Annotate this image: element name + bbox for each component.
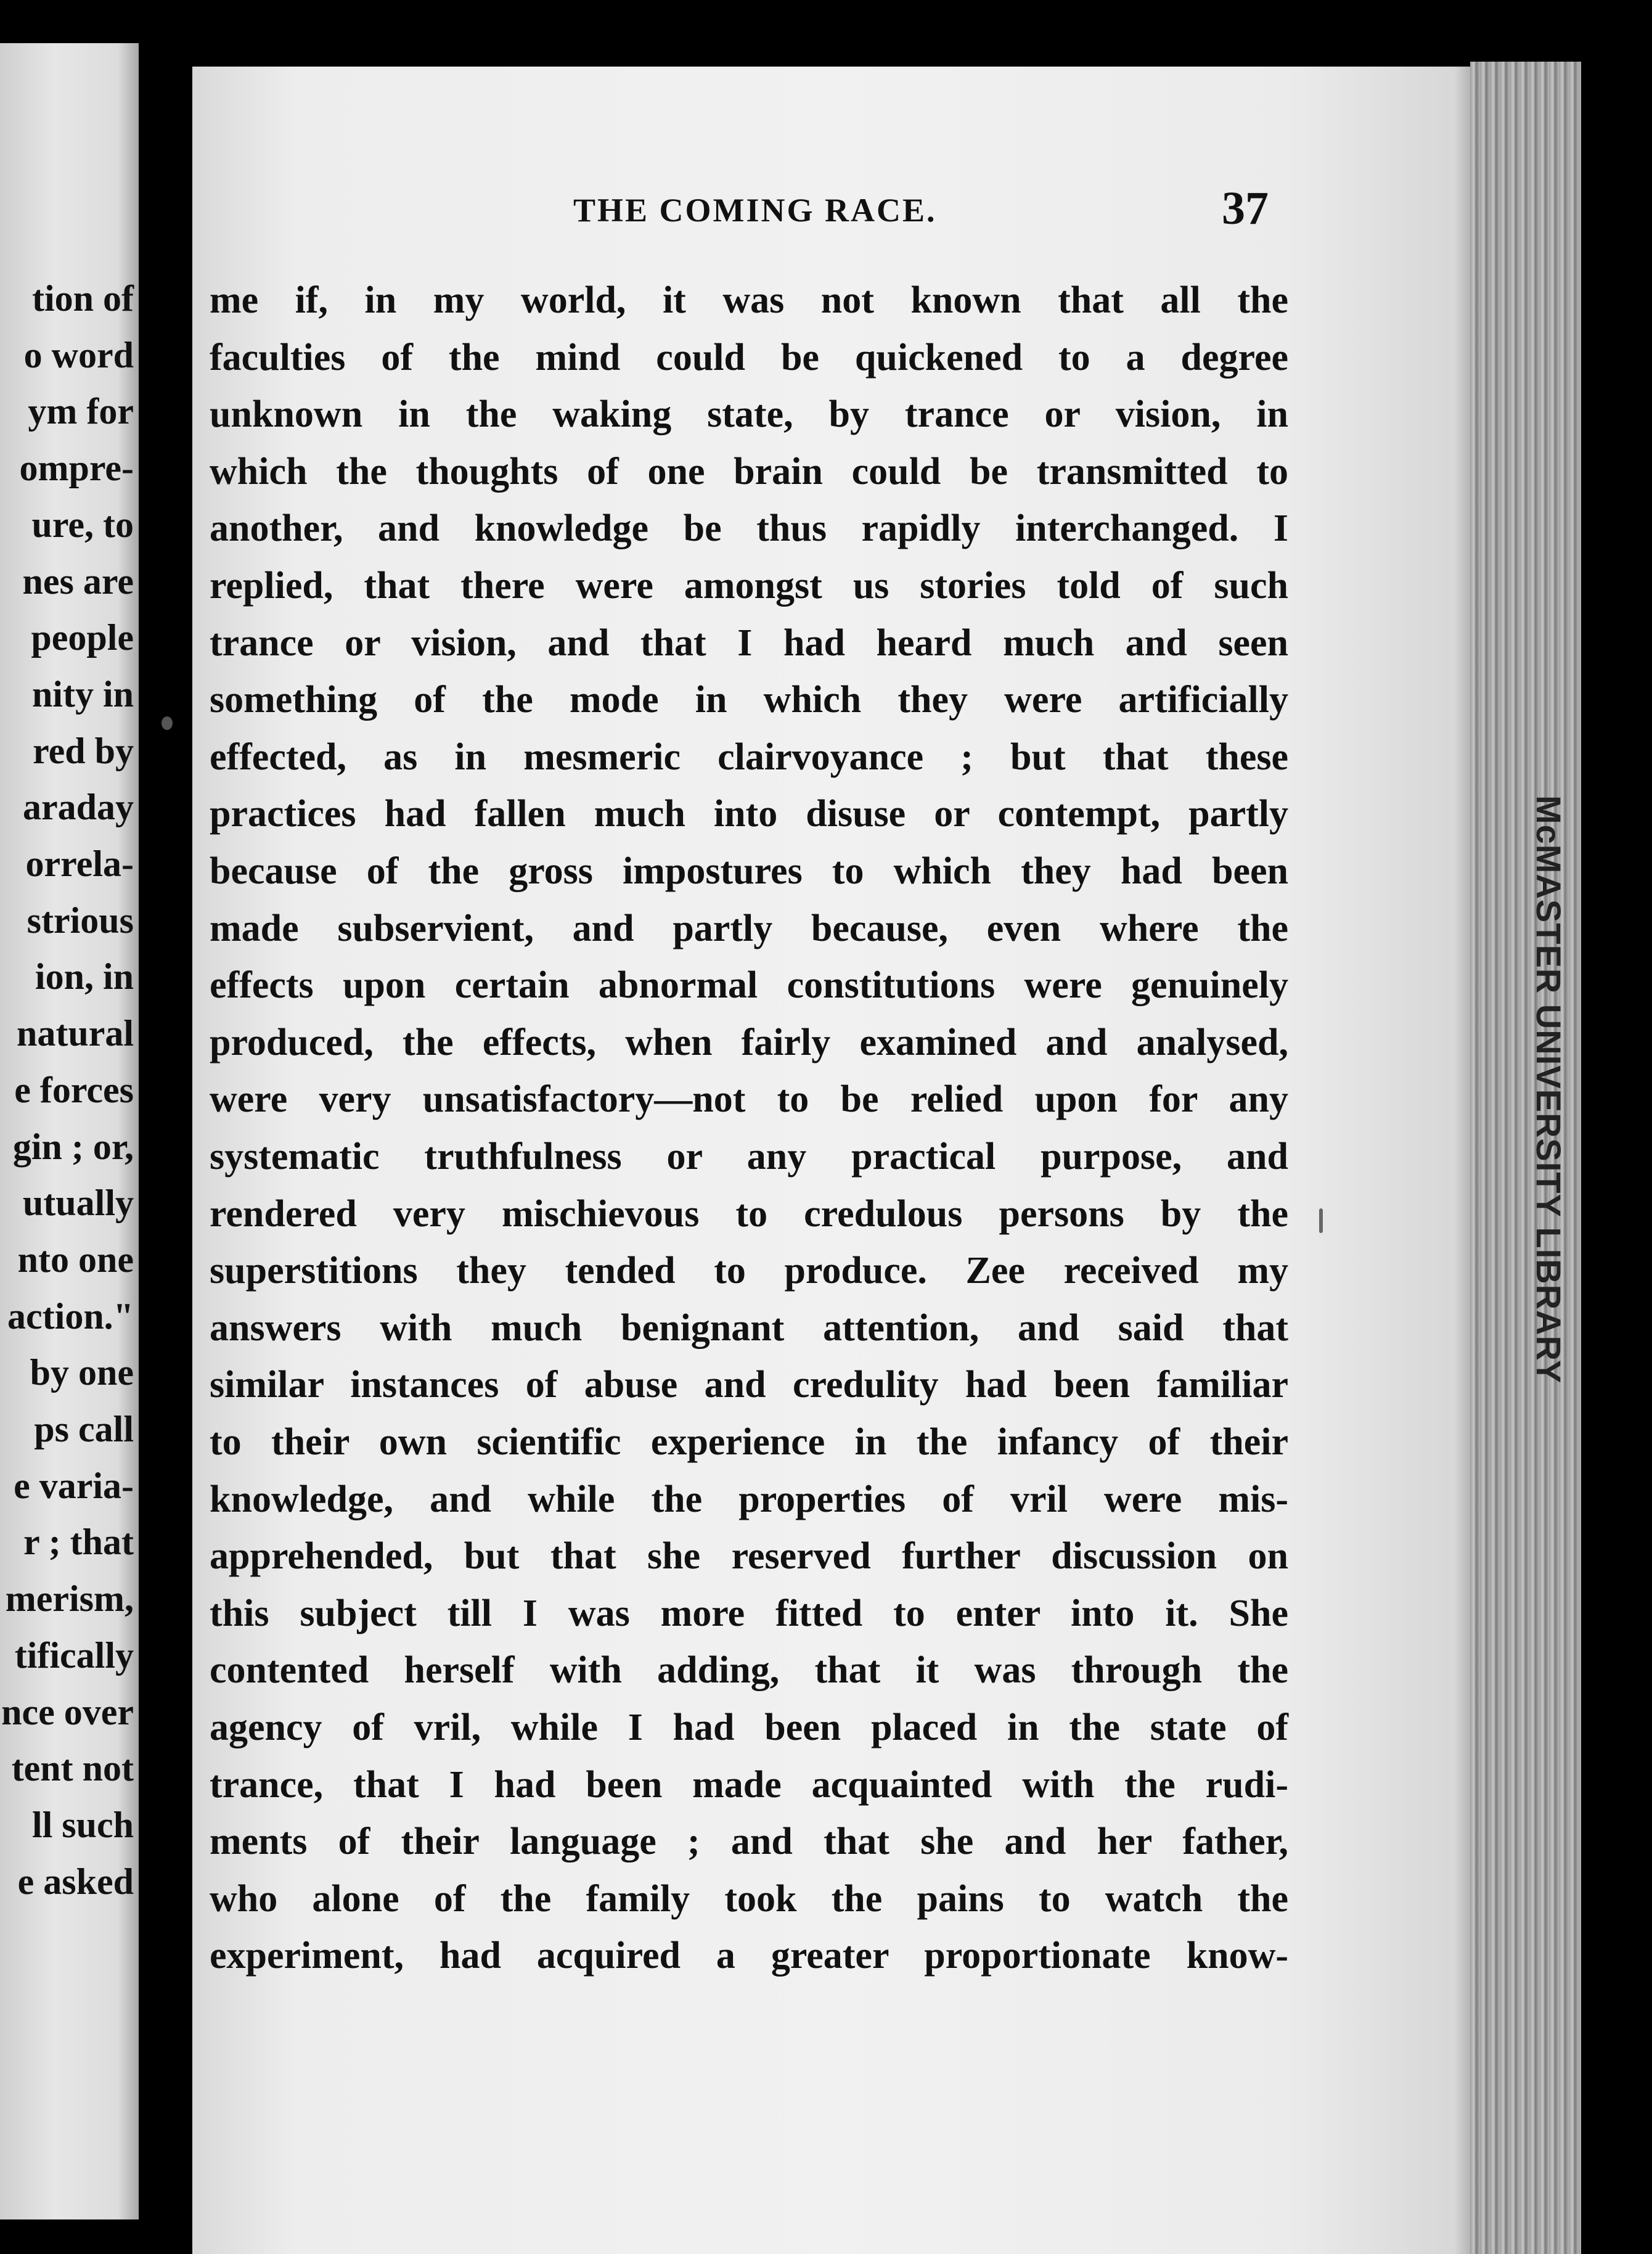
body-line: knowledge, and while the properties of vril were mis- bbox=[210, 1478, 1288, 1520]
library-stamp: McMASTER UNIVERSITY LIBRARY bbox=[1529, 795, 1568, 1384]
body-line: something of the mode in which they were artificially bbox=[210, 679, 1288, 721]
body-line: me if, in my world, it was not known that all the bbox=[210, 279, 1288, 321]
ink-speck bbox=[162, 716, 173, 730]
left-page-line: strious bbox=[27, 900, 134, 941]
body-line: because of the gross impostures to which they had been bbox=[210, 850, 1288, 892]
body-line: ments of their language ; and that she and her father, bbox=[210, 1821, 1288, 1863]
left-page-line: ym for bbox=[28, 391, 134, 432]
body-line: who alone of the family took the pains to watch the bbox=[210, 1877, 1288, 1920]
body-line: faculties of the mind could be quickened to a degree bbox=[210, 336, 1288, 379]
body-line: agency of vril, while I had been placed in the state of bbox=[210, 1707, 1288, 1748]
left-page-line: tent not bbox=[11, 1748, 134, 1789]
running-head: THE COMING RACE. bbox=[573, 192, 937, 229]
left-page-line: ps call bbox=[34, 1409, 134, 1449]
body-line: this subject till I was more fitted to enter into it. She bbox=[210, 1592, 1288, 1634]
body-line: rendered very mischievous to credulous persons by the bbox=[210, 1192, 1288, 1235]
left-page-line: nto one bbox=[17, 1239, 134, 1280]
left-page-line: red by bbox=[33, 730, 134, 771]
body-line: similar instances of abuse and credulity had been familiar bbox=[210, 1364, 1288, 1406]
left-page-line: gin ; or, bbox=[12, 1126, 134, 1167]
body-line: contented herself with adding, that it was through the bbox=[210, 1649, 1288, 1692]
ink-speck bbox=[1319, 1208, 1323, 1233]
body-line: produced, the effects, when fairly examined and analysed, bbox=[210, 1021, 1288, 1063]
body-line: effected, as in mesmeric clairvoyance ; but that these bbox=[210, 736, 1288, 778]
left-page-line: e forces bbox=[14, 1069, 134, 1110]
body-line: apprehended, but that she reserved further discussion on bbox=[210, 1535, 1288, 1578]
body-line: made subservient, and partly because, even where the bbox=[210, 907, 1288, 949]
body-line: unknown in the waking state, by trance or vision, in bbox=[210, 393, 1288, 436]
left-page-line: tifically bbox=[14, 1634, 134, 1676]
left-page-line: people bbox=[31, 617, 134, 658]
body-line: effects upon certain abnormal constitutions were genuinely bbox=[210, 964, 1288, 1007]
left-page-line: orrela- bbox=[25, 843, 134, 884]
body-line: replied, that there were amongst us stories told of such bbox=[210, 565, 1288, 607]
left-page-line: nce over bbox=[1, 1691, 134, 1732]
body-line: practices had fallen much into disuse or contempt, partly bbox=[210, 793, 1288, 835]
left-page-line: ure, to bbox=[31, 504, 134, 545]
left-page-line: o word bbox=[23, 334, 134, 375]
body-line: another, and knowledge be thus rapidly interchanged. I bbox=[210, 507, 1288, 550]
body-line: trance, that I had been made acquainted with the rudi- bbox=[210, 1763, 1288, 1806]
body-line: experiment, had acquired a greater proportionate know- bbox=[210, 1935, 1288, 1977]
body-line: to their own scientific experience in the infancy of their bbox=[210, 1421, 1288, 1463]
left-page-line: utually bbox=[22, 1182, 134, 1224]
left-page-line: action." bbox=[7, 1295, 134, 1337]
left-page-line: nes are bbox=[22, 560, 134, 602]
left-page-line: e varia- bbox=[14, 1465, 134, 1506]
body-line: systematic truthfulness or any practical purpose, and bbox=[210, 1136, 1288, 1178]
left-facing-page bbox=[0, 43, 139, 2219]
page-number: 37 bbox=[1222, 182, 1269, 234]
body-line: trance or vision, and that I had heard much and seen bbox=[210, 621, 1288, 664]
left-page-line: ion, in bbox=[35, 956, 134, 998]
left-page-line: tion of bbox=[32, 278, 134, 319]
left-page-line: nity in bbox=[31, 673, 134, 715]
left-page-line: by one bbox=[30, 1352, 134, 1393]
left-page-line: r ; that bbox=[23, 1522, 134, 1563]
body-line: which the thoughts of one brain could be transmitted to bbox=[210, 450, 1288, 493]
body-line: were very unsatisfactory—not to be relied upon for any bbox=[210, 1078, 1288, 1121]
left-page-line: natural bbox=[16, 1013, 134, 1054]
left-page-line: merism, bbox=[5, 1578, 134, 1620]
left-page-line: e asked bbox=[17, 1861, 134, 1902]
left-page-line: araday bbox=[23, 787, 134, 828]
left-page-line: ompre- bbox=[19, 448, 134, 489]
body-line: superstitions they tended to produce. Zee received my bbox=[210, 1250, 1288, 1292]
body-line: answers with much benignant attention, and said that bbox=[210, 1306, 1288, 1349]
left-page-line: ll such bbox=[31, 1804, 134, 1845]
